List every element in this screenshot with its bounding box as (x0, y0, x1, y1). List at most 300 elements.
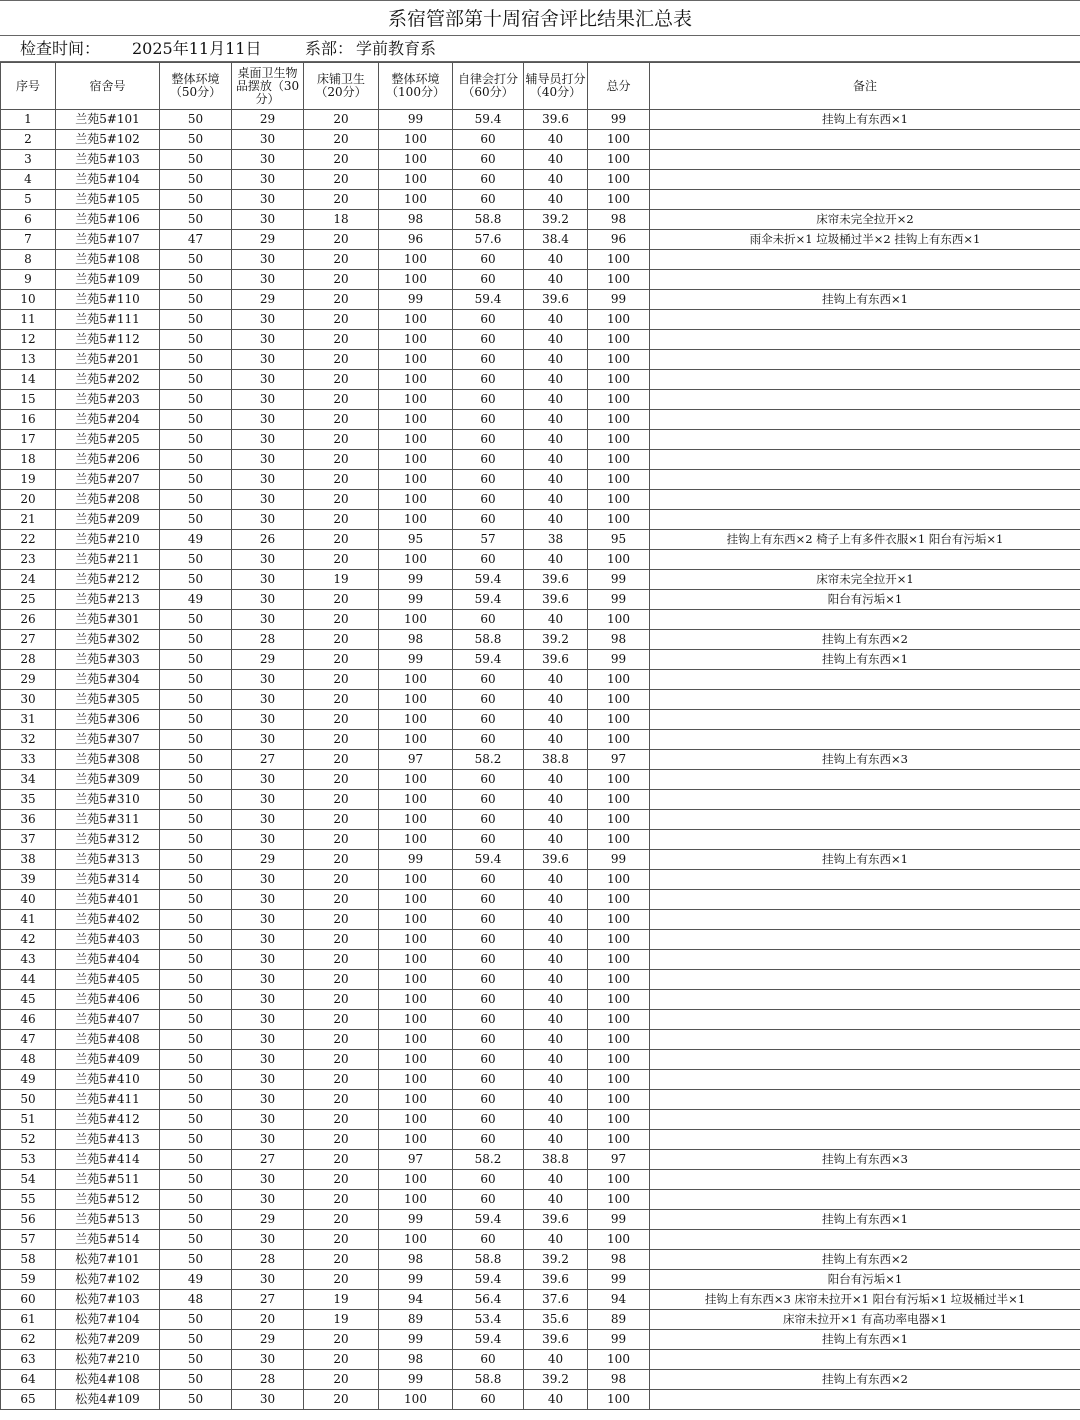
cell-dorm: 兰苑5#512 (56, 1190, 160, 1210)
table-row (1, 450, 1080, 470)
cell-index: 18 (1, 450, 56, 470)
cell-remarks (650, 350, 1080, 370)
cell-environment: 49 (160, 1270, 232, 1290)
cell-desk: 30 (232, 1010, 304, 1030)
cell-total: 99 (588, 1210, 650, 1230)
cell-remarks (650, 910, 1080, 930)
cell-bed: 20 (304, 730, 379, 750)
cell-dorm: 兰苑5#109 (56, 270, 160, 290)
cell-total: 100 (588, 1010, 650, 1030)
cell-counselor-score: 40 (524, 710, 588, 730)
cell-dorm: 兰苑5#401 (56, 890, 160, 910)
cell-bed: 20 (304, 310, 379, 330)
cell-environment-total: 100 (379, 690, 453, 710)
cell-remarks (650, 1010, 1080, 1030)
cell-bed: 20 (304, 1090, 379, 1110)
cell-index: 41 (1, 910, 56, 930)
cell-environment: 50 (160, 390, 232, 410)
cell-total: 100 (588, 950, 650, 970)
cell-counselor-score: 40 (524, 1070, 588, 1090)
table-row (1, 410, 1080, 430)
cell-index: 56 (1, 1210, 56, 1230)
cell-bed: 20 (304, 810, 379, 830)
cell-environment-total: 99 (379, 1370, 453, 1390)
cell-total: 100 (588, 510, 650, 530)
cell-environment: 50 (160, 1010, 232, 1030)
cell-remarks: 挂钩上有东西×1 (650, 650, 1080, 670)
cell-index: 42 (1, 930, 56, 950)
cell-committee-score: 57.6 (453, 230, 524, 250)
cell-dorm: 兰苑5#511 (56, 1170, 160, 1190)
cell-environment-total: 100 (379, 450, 453, 470)
cell-remarks: 挂钩上有东西×2 (650, 630, 1080, 650)
cell-total: 97 (588, 750, 650, 770)
cell-environment-total: 99 (379, 1210, 453, 1230)
table-row (1, 430, 1080, 450)
cell-counselor-score: 40 (524, 550, 588, 570)
cell-counselor-score: 39.6 (524, 650, 588, 670)
cell-bed: 20 (304, 610, 379, 630)
cell-index: 29 (1, 670, 56, 690)
table-row (1, 670, 1080, 690)
cell-desk: 30 (232, 570, 304, 590)
cell-total: 100 (588, 1190, 650, 1210)
cell-desk: 30 (232, 970, 304, 990)
cell-index: 2 (1, 130, 56, 150)
cell-environment: 50 (160, 570, 232, 590)
cell-desk: 30 (232, 1090, 304, 1110)
cell-counselor-score: 39.2 (524, 1250, 588, 1270)
table-row (1, 170, 1080, 190)
table-row (1, 1370, 1080, 1390)
cell-dorm: 松苑4#108 (56, 1370, 160, 1390)
cell-bed: 20 (304, 970, 379, 990)
cell-dorm: 兰苑5#406 (56, 990, 160, 1010)
cell-index: 57 (1, 1230, 56, 1250)
cell-remarks (650, 870, 1080, 890)
cell-index: 17 (1, 430, 56, 450)
department-name: 学前教育系 (356, 39, 437, 58)
table-row (1, 590, 1080, 610)
table-row (1, 770, 1080, 790)
cell-index: 35 (1, 790, 56, 810)
cell-remarks (650, 810, 1080, 830)
cell-environment-total: 100 (379, 470, 453, 490)
cell-index: 6 (1, 210, 56, 230)
cell-total: 99 (588, 590, 650, 610)
cell-environment-total: 100 (379, 430, 453, 450)
cell-committee-score: 58.8 (453, 1250, 524, 1270)
cell-environment: 50 (160, 690, 232, 710)
cell-remarks (650, 490, 1080, 510)
cell-index: 30 (1, 690, 56, 710)
cell-counselor-score: 40 (524, 970, 588, 990)
cell-desk: 30 (232, 1390, 304, 1410)
cell-dorm: 兰苑5#105 (56, 190, 160, 210)
cell-total: 98 (588, 630, 650, 650)
cell-environment-total: 99 (379, 110, 453, 130)
cell-counselor-score: 38.4 (524, 230, 588, 250)
cell-index: 45 (1, 990, 56, 1010)
cell-dorm: 兰苑5#213 (56, 590, 160, 610)
cell-environment: 50 (160, 330, 232, 350)
sheet-title: 系宿管部第十周宿舍评比结果汇总表 (0, 0, 1080, 36)
cell-total: 99 (588, 290, 650, 310)
cell-remarks (650, 1170, 1080, 1190)
cell-desk: 30 (232, 610, 304, 630)
cell-index: 25 (1, 590, 56, 610)
cell-desk: 20 (232, 1310, 304, 1330)
cell-committee-score: 60 (453, 270, 524, 290)
cell-dorm: 松苑7#102 (56, 1270, 160, 1290)
cell-desk: 30 (232, 330, 304, 350)
cell-dorm: 兰苑5#104 (56, 170, 160, 190)
cell-remarks: 阳台有污垢×1 (650, 1270, 1080, 1290)
cell-bed: 20 (304, 590, 379, 610)
cell-remarks (650, 370, 1080, 390)
cell-remarks (650, 930, 1080, 950)
cell-counselor-score: 40 (524, 690, 588, 710)
cell-counselor-score: 40 (524, 670, 588, 690)
cell-total: 100 (588, 490, 650, 510)
cell-environment-total: 100 (379, 970, 453, 990)
cell-total: 100 (588, 1230, 650, 1250)
cell-environment-total: 100 (379, 870, 453, 890)
cell-counselor-score: 39.6 (524, 1330, 588, 1350)
cell-environment: 49 (160, 530, 232, 550)
cell-total: 100 (588, 250, 650, 270)
cell-environment: 50 (160, 290, 232, 310)
cell-committee-score: 60 (453, 1350, 524, 1370)
cell-environment-total: 100 (379, 890, 453, 910)
cell-dorm: 兰苑5#314 (56, 870, 160, 890)
cell-counselor-score: 38.8 (524, 750, 588, 770)
cell-bed: 20 (304, 890, 379, 910)
cell-committee-score: 60 (453, 830, 524, 850)
cell-committee-score: 57 (453, 530, 524, 550)
cell-remarks: 阳台有污垢×1 (650, 590, 1080, 610)
table-body (1, 110, 1080, 1410)
cell-environment-total: 100 (379, 190, 453, 210)
cell-dorm: 兰苑5#210 (56, 530, 160, 550)
cell-environment: 50 (160, 950, 232, 970)
cell-bed: 20 (304, 470, 379, 490)
cell-dorm: 兰苑5#410 (56, 1070, 160, 1090)
cell-environment: 50 (160, 1390, 232, 1410)
cell-dorm: 兰苑5#101 (56, 110, 160, 130)
cell-bed: 20 (304, 630, 379, 650)
cell-environment: 50 (160, 270, 232, 290)
cell-committee-score: 59.4 (453, 110, 524, 130)
cell-environment: 50 (160, 1150, 232, 1170)
cell-environment-total: 100 (379, 1070, 453, 1090)
cell-counselor-score: 40 (524, 950, 588, 970)
cell-committee-score: 60 (453, 610, 524, 630)
cell-environment: 50 (160, 450, 232, 470)
cell-committee-score: 60 (453, 710, 524, 730)
table-row (1, 910, 1080, 930)
cell-total: 100 (588, 390, 650, 410)
cell-index: 63 (1, 1350, 56, 1370)
cell-index: 59 (1, 1270, 56, 1290)
cell-bed: 20 (304, 1190, 379, 1210)
cell-total: 100 (588, 1090, 650, 1110)
table-row (1, 1110, 1080, 1130)
cell-remarks: 挂钩上有东西×1 (650, 290, 1080, 310)
cell-remarks (650, 970, 1080, 990)
cell-remarks (650, 890, 1080, 910)
cell-dorm: 兰苑5#514 (56, 1230, 160, 1250)
cell-committee-score: 60 (453, 1390, 524, 1410)
table-row (1, 710, 1080, 730)
table-row (1, 1230, 1080, 1250)
cell-dorm: 兰苑5#110 (56, 290, 160, 310)
cell-committee-score: 60 (453, 130, 524, 150)
cell-counselor-score: 40 (524, 130, 588, 150)
cell-bed: 20 (304, 1330, 379, 1350)
cell-environment-total: 100 (379, 910, 453, 930)
cell-desk: 30 (232, 710, 304, 730)
cell-index: 62 (1, 1330, 56, 1350)
cell-index: 3 (1, 150, 56, 170)
cell-desk: 29 (232, 230, 304, 250)
cell-counselor-score: 40 (524, 250, 588, 270)
cell-dorm: 兰苑5#303 (56, 650, 160, 670)
check-time-label: 检查时间： (20, 39, 101, 58)
cell-remarks (650, 330, 1080, 350)
cell-remarks (650, 170, 1080, 190)
cell-environment-total: 100 (379, 1110, 453, 1130)
table-row (1, 1070, 1080, 1090)
cell-environment-total: 99 (379, 290, 453, 310)
cell-remarks (650, 450, 1080, 470)
cell-index: 32 (1, 730, 56, 750)
cell-index: 16 (1, 410, 56, 430)
cell-environment-total: 100 (379, 350, 453, 370)
cell-desk: 30 (232, 990, 304, 1010)
cell-remarks: 挂钩上有东西×1 (650, 1330, 1080, 1350)
cell-counselor-score: 40 (524, 270, 588, 290)
cell-environment-total: 100 (379, 1230, 453, 1250)
cell-committee-score: 59.4 (453, 570, 524, 590)
cell-index: 21 (1, 510, 56, 530)
table-row (1, 150, 1080, 170)
cell-environment-total: 100 (379, 770, 453, 790)
cell-environment-total: 100 (379, 330, 453, 350)
check-date: 2025年11月11日 (132, 39, 262, 58)
cell-environment-total: 100 (379, 790, 453, 810)
cell-index: 31 (1, 710, 56, 730)
cell-bed: 20 (304, 1370, 379, 1390)
cell-dorm: 兰苑5#209 (56, 510, 160, 530)
cell-dorm: 兰苑5#211 (56, 550, 160, 570)
cell-environment: 50 (160, 130, 232, 150)
table-row (1, 830, 1080, 850)
cell-remarks: 挂钩上有东西×1 (650, 110, 1080, 130)
cell-remarks: 挂钩上有东西×1 (650, 1210, 1080, 1230)
cell-remarks (650, 1190, 1080, 1210)
cell-committee-score: 60 (453, 1050, 524, 1070)
cell-committee-score: 60 (453, 810, 524, 830)
table-row (1, 350, 1080, 370)
cell-environment: 50 (160, 110, 232, 130)
cell-counselor-score: 40 (524, 1350, 588, 1370)
cell-committee-score: 60 (453, 690, 524, 710)
cell-committee-score: 60 (453, 1230, 524, 1250)
cell-desk: 30 (232, 310, 304, 330)
cell-desk: 30 (232, 1270, 304, 1290)
cell-environment: 50 (160, 1170, 232, 1190)
cell-index: 1 (1, 110, 56, 130)
cell-remarks (650, 1390, 1080, 1410)
cell-desk: 30 (232, 1350, 304, 1370)
cell-environment-total: 100 (379, 1190, 453, 1210)
table-row (1, 610, 1080, 630)
cell-environment-total: 89 (379, 1310, 453, 1330)
cell-bed: 20 (304, 170, 379, 190)
cell-committee-score: 58.2 (453, 1150, 524, 1170)
cell-environment: 50 (160, 710, 232, 730)
cell-dorm: 兰苑5#306 (56, 710, 160, 730)
cell-counselor-score: 40 (524, 1170, 588, 1190)
cell-desk: 30 (232, 770, 304, 790)
cell-environment-total: 99 (379, 650, 453, 670)
cell-desk: 30 (232, 370, 304, 390)
cell-environment-total: 100 (379, 830, 453, 850)
cell-index: 52 (1, 1130, 56, 1150)
cell-dorm: 兰苑5#206 (56, 450, 160, 470)
cell-counselor-score: 40 (524, 790, 588, 810)
cell-counselor-score: 39.2 (524, 630, 588, 650)
cell-counselor-score: 39.2 (524, 210, 588, 230)
cell-bed: 20 (304, 370, 379, 390)
cell-counselor-score: 37.6 (524, 1290, 588, 1310)
cell-environment: 50 (160, 430, 232, 450)
cell-environment: 50 (160, 1230, 232, 1250)
cell-environment: 50 (160, 1210, 232, 1230)
header-index: 序号 (1, 63, 56, 110)
table-row (1, 1090, 1080, 1110)
cell-environment: 50 (160, 870, 232, 890)
cell-total: 97 (588, 1150, 650, 1170)
cell-dorm: 兰苑5#513 (56, 1210, 160, 1230)
cell-committee-score: 59.4 (453, 1270, 524, 1290)
cell-total: 100 (588, 190, 650, 210)
cell-bed: 20 (304, 270, 379, 290)
cell-index: 64 (1, 1370, 56, 1390)
cell-desk: 26 (232, 530, 304, 550)
cell-bed: 20 (304, 690, 379, 710)
cell-total: 100 (588, 1110, 650, 1130)
cell-environment: 50 (160, 770, 232, 790)
cell-index: 34 (1, 770, 56, 790)
cell-environment-total: 100 (379, 390, 453, 410)
cell-dorm: 松苑7#210 (56, 1350, 160, 1370)
cell-desk: 30 (232, 1190, 304, 1210)
table-row (1, 1290, 1080, 1310)
cell-index: 50 (1, 1090, 56, 1110)
cell-desk: 30 (232, 210, 304, 230)
cell-environment: 50 (160, 810, 232, 830)
header-environment-total: 整体环境（100分） (379, 63, 453, 110)
cell-bed: 20 (304, 1230, 379, 1250)
cell-dorm: 兰苑5#305 (56, 690, 160, 710)
cell-total: 100 (588, 870, 650, 890)
cell-desk: 27 (232, 750, 304, 770)
cell-environment-total: 100 (379, 270, 453, 290)
cell-bed: 20 (304, 770, 379, 790)
cell-bed: 20 (304, 450, 379, 470)
cell-committee-score: 60 (453, 770, 524, 790)
cell-bed: 20 (304, 1210, 379, 1230)
cell-index: 22 (1, 530, 56, 550)
cell-committee-score: 60 (453, 790, 524, 810)
cell-environment: 50 (160, 1030, 232, 1050)
cell-counselor-score: 40 (524, 190, 588, 210)
cell-total: 94 (588, 1290, 650, 1310)
cell-remarks (650, 1110, 1080, 1130)
cell-total: 96 (588, 230, 650, 250)
cell-committee-score: 59.4 (453, 590, 524, 610)
cell-dorm: 兰苑5#308 (56, 750, 160, 770)
cell-environment: 48 (160, 1290, 232, 1310)
cell-total: 100 (588, 990, 650, 1010)
cell-dorm: 兰苑5#112 (56, 330, 160, 350)
cell-committee-score: 59.4 (453, 290, 524, 310)
cell-remarks (650, 130, 1080, 150)
cell-environment: 50 (160, 150, 232, 170)
cell-bed: 20 (304, 1110, 379, 1130)
cell-total: 100 (588, 1170, 650, 1190)
cell-desk: 30 (232, 490, 304, 510)
cell-index: 38 (1, 850, 56, 870)
cell-bed: 20 (304, 130, 379, 150)
table-row (1, 370, 1080, 390)
cell-committee-score: 59.4 (453, 1330, 524, 1350)
cell-counselor-score: 40 (524, 310, 588, 330)
cell-bed: 19 (304, 570, 379, 590)
cell-committee-score: 53.4 (453, 1310, 524, 1330)
cell-environment-total: 100 (379, 310, 453, 330)
cell-desk: 30 (232, 190, 304, 210)
cell-counselor-score: 40 (524, 810, 588, 830)
cell-committee-score: 59.4 (453, 650, 524, 670)
cell-total: 99 (588, 110, 650, 130)
table-row (1, 1330, 1080, 1350)
table-row (1, 1350, 1080, 1370)
cell-remarks (650, 1030, 1080, 1050)
table-row (1, 570, 1080, 590)
cell-total: 89 (588, 1310, 650, 1330)
cell-environment-total: 98 (379, 1350, 453, 1370)
cell-total: 98 (588, 1370, 650, 1390)
cell-desk: 30 (232, 150, 304, 170)
cell-index: 27 (1, 630, 56, 650)
cell-dorm: 兰苑5#301 (56, 610, 160, 630)
table-row (1, 1270, 1080, 1290)
cell-bed: 20 (304, 230, 379, 250)
cell-committee-score: 60 (453, 970, 524, 990)
cell-environment-total: 100 (379, 150, 453, 170)
cell-counselor-score: 38.8 (524, 1150, 588, 1170)
cell-total: 100 (588, 1130, 650, 1150)
cell-dorm: 兰苑5#304 (56, 670, 160, 690)
cell-counselor-score: 39.2 (524, 1370, 588, 1390)
cell-bed: 20 (304, 250, 379, 270)
cell-environment-total: 99 (379, 570, 453, 590)
cell-bed: 20 (304, 1270, 379, 1290)
cell-dorm: 兰苑5#307 (56, 730, 160, 750)
